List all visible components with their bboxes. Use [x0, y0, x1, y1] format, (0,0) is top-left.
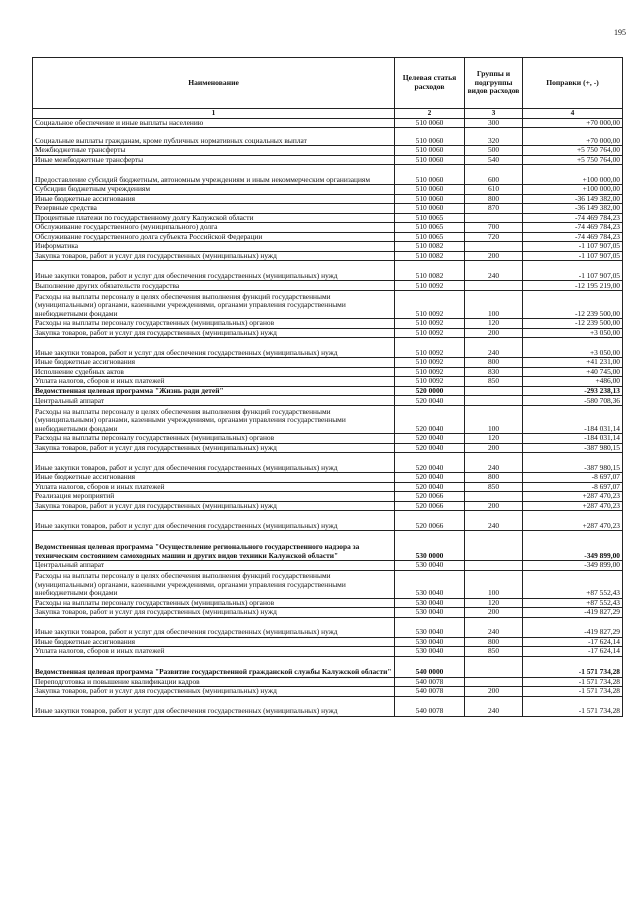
- row-amendment: +486,00: [523, 377, 623, 387]
- row-target-item: 520 0066: [395, 492, 465, 502]
- row-amendment: +287 470,23: [523, 501, 623, 511]
- header-amendments: Поправки (+, -): [523, 58, 623, 109]
- table-row: [33, 406, 623, 434]
- row-name: Ведомственная целевая программа "Жизнь ради детей": [33, 386, 395, 396]
- table-row: [33, 492, 623, 502]
- row-amendment: -12 195 219,00: [523, 281, 623, 291]
- row-amendment: +287 470,23: [523, 492, 623, 502]
- row-amendment: +5 750 764,00: [523, 155, 623, 165]
- row-expense-group: 600: [465, 165, 523, 185]
- row-amendment: -36 149 382,00: [523, 204, 623, 214]
- table-row: [33, 608, 623, 618]
- row-target-item: 510 0092: [395, 377, 465, 387]
- header-name: Наименование: [33, 58, 395, 109]
- table-row: [33, 687, 623, 697]
- header-target-item: Целевая статья расходов: [395, 58, 465, 109]
- row-name: Расходы на выплаты персоналу в целях обеспечения выполнения функций государственными (муниципальными) органами, казенными учреждениями, органами управления государственными внебюджетными фондами: [33, 406, 395, 434]
- row-expense-group: 240: [465, 696, 523, 716]
- row-target-item: 530 0040: [395, 617, 465, 637]
- table-row: [33, 656, 623, 677]
- row-target-item: 510 0060: [395, 128, 465, 146]
- row-name: Иные бюджетные ассигнования: [33, 473, 395, 483]
- row-name: Уплата налогов, сборов и иных платежей: [33, 482, 395, 492]
- row-amendment: +3 050,00: [523, 328, 623, 338]
- table-row: [33, 358, 623, 368]
- table-row: [33, 377, 623, 387]
- row-target-item: 510 0092: [395, 367, 465, 377]
- table-row: [33, 443, 623, 453]
- row-name: Иные закупки товаров, работ и услуг для обеспечения государственных (муниципальных) нужд: [33, 338, 395, 358]
- row-name: Резервные средства: [33, 204, 395, 214]
- table-row: [33, 531, 623, 561]
- row-expense-group: 120: [465, 434, 523, 444]
- row-name: Иные бюджетные ассигнования: [33, 358, 395, 368]
- row-amendment: -419 827,29: [523, 608, 623, 618]
- row-amendment: +100 000,00: [523, 185, 623, 195]
- row-target-item: 510 0092: [395, 291, 465, 319]
- row-name: Закупка товаров, работ и услуг для государственных (муниципальных) нужд: [33, 251, 395, 261]
- row-name: Информатика: [33, 242, 395, 252]
- row-target-item: 510 0092: [395, 328, 465, 338]
- row-expense-group: 720: [465, 232, 523, 242]
- row-name: Иные закупки товаров, работ и услуг для обеспечения государственных (муниципальных) нужд: [33, 261, 395, 281]
- row-name: Межбюджетные трансферты: [33, 146, 395, 156]
- table-body: [33, 118, 623, 716]
- table-row: [33, 261, 623, 281]
- row-name: Иные межбюджетные трансферты: [33, 155, 395, 165]
- row-expense-group: 100: [465, 570, 523, 598]
- row-name: Закупка товаров, работ и услуг для государственных (муниципальных) нужд: [33, 443, 395, 453]
- row-amendment: -1 571 734,28: [523, 656, 623, 677]
- row-name: Иные бюджетные ассигнования: [33, 637, 395, 647]
- row-target-item: 510 0092: [395, 358, 465, 368]
- row-expense-group: 700: [465, 223, 523, 233]
- row-expense-group: 320: [465, 128, 523, 146]
- row-amendment: +5 750 764,00: [523, 146, 623, 156]
- row-amendment: -580 708,36: [523, 396, 623, 406]
- row-target-item: 540 0078: [395, 687, 465, 697]
- row-name: Иные бюджетные ассигнования: [33, 194, 395, 204]
- table-row: [33, 204, 623, 214]
- row-target-item: 510 0065: [395, 232, 465, 242]
- row-name: Расходы на выплаты персоналу государственных (муниципальных) органов: [33, 598, 395, 608]
- row-expense-group: 120: [465, 319, 523, 329]
- column-number: 2: [395, 109, 465, 119]
- row-name: Расходы на выплаты персоналу государственных (муниципальных) органов: [33, 319, 395, 329]
- row-target-item: 510 0082: [395, 251, 465, 261]
- row-amendment: +70 000,00: [523, 118, 623, 128]
- row-target-item: 520 0066: [395, 511, 465, 531]
- row-target-item: 510 0082: [395, 261, 465, 281]
- row-target-item: 520 0040: [395, 473, 465, 483]
- table-row: [33, 511, 623, 531]
- table-row: [33, 165, 623, 185]
- row-amendment: +70 000,00: [523, 128, 623, 146]
- table-row: [33, 146, 623, 156]
- row-target-item: 530 0000: [395, 531, 465, 561]
- row-target-item: 530 0040: [395, 598, 465, 608]
- row-amendment: +40 745,00: [523, 367, 623, 377]
- table-row: [33, 232, 623, 242]
- row-expense-group: 200: [465, 443, 523, 453]
- row-expense-group: 100: [465, 406, 523, 434]
- row-target-item: 540 0078: [395, 677, 465, 687]
- row-expense-group: [465, 656, 523, 677]
- column-number: 3: [465, 109, 523, 119]
- row-amendment: +41 231,00: [523, 358, 623, 368]
- table-row: [33, 617, 623, 637]
- row-name: Социальные выплаты гражданам, кроме публичных нормативных социальных выплат: [33, 128, 395, 146]
- row-target-item: 520 0040: [395, 482, 465, 492]
- row-target-item: 530 0040: [395, 647, 465, 657]
- row-target-item: 510 0092: [395, 319, 465, 329]
- row-target-item: 510 0060: [395, 194, 465, 204]
- row-target-item: 530 0040: [395, 637, 465, 647]
- row-target-item: 510 0065: [395, 223, 465, 233]
- table-row: [33, 482, 623, 492]
- row-expense-group: [465, 492, 523, 502]
- row-expense-group: 240: [465, 261, 523, 281]
- row-expense-group: 100: [465, 291, 523, 319]
- row-amendment: -419 827,29: [523, 617, 623, 637]
- row-expense-group: [465, 386, 523, 396]
- row-target-item: 520 0000: [395, 386, 465, 396]
- row-amendment: -349 899,00: [523, 561, 623, 571]
- row-expense-group: 200: [465, 501, 523, 511]
- row-target-item: 530 0040: [395, 608, 465, 618]
- row-name: Расходы на выплаты персоналу в целях обеспечения выполнения функций государственными (муниципальными) органами, казенными учреждениями, органами управления государственными внебюджетными фондами: [33, 570, 395, 598]
- page-number: 195: [614, 28, 626, 37]
- table-header-row: [33, 58, 623, 109]
- row-target-item: 520 0040: [395, 443, 465, 453]
- table-row: [33, 155, 623, 165]
- row-name: Предоставление субсидий бюджетным, автономным учреждениям и иным некоммерческим организациям: [33, 165, 395, 185]
- row-name: Закупка товаров, работ и услуг для государственных (муниципальных) нужд: [33, 328, 395, 338]
- table-row: [33, 473, 623, 483]
- column-number: 4: [523, 109, 623, 119]
- row-expense-group: 200: [465, 328, 523, 338]
- row-expense-group: 540: [465, 155, 523, 165]
- row-amendment: -1 107 907,05: [523, 261, 623, 281]
- row-amendment: +100 000,00: [523, 165, 623, 185]
- row-expense-group: 500: [465, 146, 523, 156]
- row-expense-group: 850: [465, 647, 523, 657]
- row-target-item: 520 0066: [395, 501, 465, 511]
- row-target-item: 530 0040: [395, 561, 465, 571]
- row-expense-group: 240: [465, 453, 523, 473]
- row-target-item: 510 0065: [395, 213, 465, 223]
- row-amendment: -74 469 784,23: [523, 232, 623, 242]
- row-amendment: +3 050,00: [523, 338, 623, 358]
- row-expense-group: 200: [465, 608, 523, 618]
- row-name: Иные закупки товаров, работ и услуг для обеспечения государственных (муниципальных) нужд: [33, 617, 395, 637]
- row-target-item: 510 0060: [395, 146, 465, 156]
- row-expense-group: 610: [465, 185, 523, 195]
- row-amendment: -17 624,14: [523, 647, 623, 657]
- table-row: [33, 223, 623, 233]
- row-expense-group: 850: [465, 377, 523, 387]
- row-amendment: -1 107 907,05: [523, 251, 623, 261]
- row-name: Уплата налогов, сборов и иных платежей: [33, 377, 395, 387]
- table-row: [33, 338, 623, 358]
- row-target-item: 510 0060: [395, 204, 465, 214]
- row-expense-group: 240: [465, 617, 523, 637]
- row-name: Ведомственная целевая программа "Развитие государственной гражданской службы Калужской области": [33, 656, 395, 677]
- row-target-item: 510 0060: [395, 118, 465, 128]
- row-amendment: -74 469 784,23: [523, 213, 623, 223]
- table-row: [33, 647, 623, 657]
- row-expense-group: 200: [465, 251, 523, 261]
- row-target-item: 520 0040: [395, 406, 465, 434]
- row-name: Иные закупки товаров, работ и услуг для обеспечения государственных (муниципальных) нужд: [33, 696, 395, 716]
- row-expense-group: [465, 281, 523, 291]
- row-amendment: -387 980,15: [523, 453, 623, 473]
- row-amendment: -293 238,13: [523, 386, 623, 396]
- table-row: [33, 194, 623, 204]
- row-name: Выполнение других обязательств государства: [33, 281, 395, 291]
- row-expense-group: 240: [465, 338, 523, 358]
- table-row: [33, 281, 623, 291]
- table-row: [33, 696, 623, 716]
- row-name: Расходы на выплаты персоналу в целях обеспечения выполнения функций государственными (муниципальными) органами, казенными учреждениями, органами управления государственными внебюджетными фондами: [33, 291, 395, 319]
- row-amendment: +287 470,23: [523, 511, 623, 531]
- row-expense-group: 300: [465, 118, 523, 128]
- table-row: [33, 561, 623, 571]
- row-name: Центральный аппарат: [33, 396, 395, 406]
- row-target-item: 530 0040: [395, 570, 465, 598]
- row-name: Реализация мероприятий: [33, 492, 395, 502]
- table-row: [33, 396, 623, 406]
- row-name: Процентные платежи по государственному долгу Калужской области: [33, 213, 395, 223]
- row-amendment: -349 899,00: [523, 531, 623, 561]
- row-target-item: 510 0092: [395, 338, 465, 358]
- row-target-item: 520 0040: [395, 396, 465, 406]
- header-expense-groups: Группы и подгруппы видов расходов: [465, 58, 523, 109]
- table-row: [33, 386, 623, 396]
- row-name: Иные закупки товаров, работ и услуг для обеспечения государственных (муниципальных) нужд: [33, 453, 395, 473]
- row-target-item: 520 0040: [395, 453, 465, 473]
- row-expense-group: [465, 396, 523, 406]
- table-row: [33, 242, 623, 252]
- row-expense-group: 240: [465, 511, 523, 531]
- row-name: Обслуживание государственного долга субъекта Российской Федерации: [33, 232, 395, 242]
- row-expense-group: 830: [465, 367, 523, 377]
- row-target-item: 510 0060: [395, 155, 465, 165]
- table-row: [33, 185, 623, 195]
- row-name: Центральный аппарат: [33, 561, 395, 571]
- row-expense-group: 800: [465, 637, 523, 647]
- row-expense-group: 200: [465, 687, 523, 697]
- row-expense-group: 800: [465, 358, 523, 368]
- row-amendment: -1 107 907,05: [523, 242, 623, 252]
- row-name: Закупка товаров, работ и услуг для государственных (муниципальных) нужд: [33, 687, 395, 697]
- row-target-item: 510 0060: [395, 185, 465, 195]
- row-amendment: -387 980,15: [523, 443, 623, 453]
- column-number-row: [33, 109, 623, 119]
- table-row: [33, 118, 623, 128]
- table-row: [33, 128, 623, 146]
- row-amendment: -1 571 734,28: [523, 696, 623, 716]
- row-target-item: 510 0092: [395, 281, 465, 291]
- row-target-item: 540 0000: [395, 656, 465, 677]
- row-expense-group: 120: [465, 598, 523, 608]
- row-target-item: 520 0040: [395, 434, 465, 444]
- row-amendment: -8 697,07: [523, 482, 623, 492]
- row-name: Исполнение судебных актов: [33, 367, 395, 377]
- row-amendment: +87 552,43: [523, 570, 623, 598]
- row-expense-group: [465, 242, 523, 252]
- table-row: [33, 570, 623, 598]
- row-expense-group: 870: [465, 204, 523, 214]
- table-row: [33, 251, 623, 261]
- table-row: [33, 453, 623, 473]
- row-expense-group: 800: [465, 194, 523, 204]
- row-name: Иные закупки товаров, работ и услуг для обеспечения государственных (муниципальных) нужд: [33, 511, 395, 531]
- row-target-item: 510 0082: [395, 242, 465, 252]
- row-amendment: -74 469 784,23: [523, 223, 623, 233]
- row-name: Расходы на выплаты персоналу государственных (муниципальных) органов: [33, 434, 395, 444]
- row-amendment: -36 149 382,00: [523, 194, 623, 204]
- row-name: Ведомственная целевая программа "Осуществление регионального государственного надзора за техническим состоянием самоходных машин и других видов техники Калужской области": [33, 531, 395, 561]
- row-expense-group: [465, 531, 523, 561]
- row-amendment: -8 697,07: [523, 473, 623, 483]
- row-amendment: -12 239 500,00: [523, 319, 623, 329]
- budget-amendments-table: [32, 57, 623, 717]
- row-amendment: -1 571 734,28: [523, 687, 623, 697]
- row-name: Закупка товаров, работ и услуг для государственных (муниципальных) нужд: [33, 501, 395, 511]
- table-row: [33, 501, 623, 511]
- row-name: Социальное обеспечение и иные выплаты населению: [33, 118, 395, 128]
- table-row: [33, 328, 623, 338]
- table-row: [33, 319, 623, 329]
- column-number: 1: [33, 109, 395, 119]
- row-amendment: -184 031,14: [523, 434, 623, 444]
- row-amendment: -1 571 734,28: [523, 677, 623, 687]
- row-name: Субсидии бюджетным учреждениям: [33, 185, 395, 195]
- row-amendment: +87 552,43: [523, 598, 623, 608]
- row-target-item: 510 0060: [395, 165, 465, 185]
- table-row: [33, 434, 623, 444]
- row-expense-group: 800: [465, 473, 523, 483]
- row-name: Закупка товаров, работ и услуг для государственных (муниципальных) нужд: [33, 608, 395, 618]
- row-amendment: -184 031,14: [523, 406, 623, 434]
- row-amendment: -17 624,14: [523, 637, 623, 647]
- row-expense-group: 850: [465, 482, 523, 492]
- row-expense-group: [465, 561, 523, 571]
- row-target-item: 540 0078: [395, 696, 465, 716]
- table-row: [33, 291, 623, 319]
- row-name: Уплата налогов, сборов и иных платежей: [33, 647, 395, 657]
- row-name: Переподготовка и повышение квалификации кадров: [33, 677, 395, 687]
- row-amendment: -12 239 500,00: [523, 291, 623, 319]
- row-name: Обслуживание государственного (муниципального) долга: [33, 223, 395, 233]
